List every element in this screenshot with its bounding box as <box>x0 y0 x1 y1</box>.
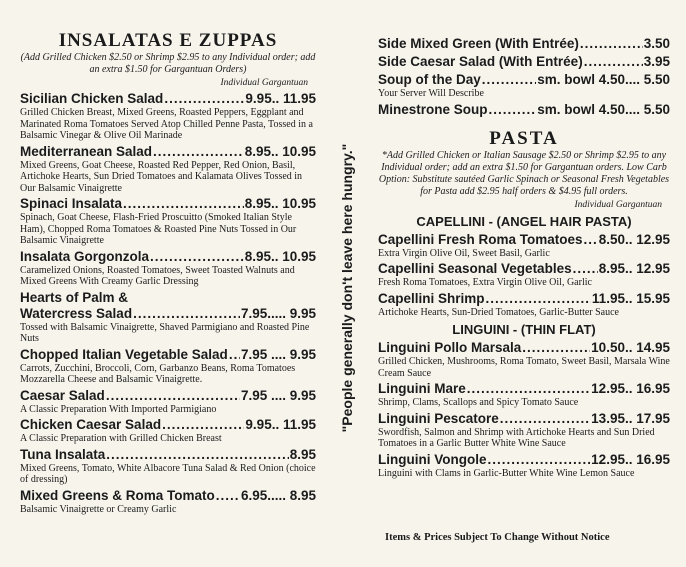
menu-item-name: Linguini Pollo Marsala <box>378 340 522 355</box>
capellini-heading: CAPELLINI - (ANGEL HAIR PASTA) <box>416 213 632 229</box>
menu-item-name: Mixed Greens & Roma Tomato <box>20 487 215 503</box>
menu-item <box>20 290 316 345</box>
menu-item-price: 7.95 .... 9.95 <box>240 346 316 362</box>
leader-dots <box>573 261 598 277</box>
insalatas-note: (Add Grilled Chicken $2.50 or Shrimp $2.95 to any Individual order; add an extra $1.50 for Gargantuan Orders) <box>20 52 316 75</box>
menu-item-price: 12.95.. 16.95 <box>591 381 670 396</box>
menu-item-price: 8.50.. 12.95 <box>598 231 670 247</box>
left-column <box>20 0 316 517</box>
menu-item-name: Spinaci Insalata <box>20 196 123 211</box>
pasta-size-labels: Individual Gargantuan <box>574 199 662 210</box>
menu-item-name: Capellini Shrimp <box>378 290 485 306</box>
menu-item-description: Extra Virgin Olive Oil, Sweet Basil, Garlic <box>378 247 550 259</box>
linguini-heading: LINGUINI - (THIN FLAT) <box>452 322 596 337</box>
menu-item-description: A Classic Preparation With Imported Parmigiano <box>20 403 217 415</box>
menu-item <box>378 381 670 409</box>
menu-item-name: Soup of the Day <box>378 72 481 87</box>
menu-item <box>378 452 670 480</box>
menu-item-price: 13.95.. 17.95 <box>591 410 670 426</box>
leader-dots <box>580 36 643 52</box>
menu-item <box>378 291 670 319</box>
sides-list <box>378 36 670 118</box>
menu-item-name: Capellini Fresh Roma Tomatoes <box>378 231 583 247</box>
menu-item-name: Side Mixed Green (With Entrée) <box>378 36 579 51</box>
menu-item <box>378 102 670 118</box>
menu-item-name: Linguini Mare <box>378 381 466 396</box>
leader-dots <box>133 306 240 322</box>
capellini-list <box>378 232 670 319</box>
menu-item <box>20 249 316 288</box>
leader-dots <box>164 91 244 107</box>
menu-item-name: Linguini Pescatore <box>378 410 499 426</box>
menu-item-description: Grilled Chicken Breast, Mixed Greens, Roasted Peppers, Eggplant and Marinated Roma Tomatoes Served Atop Chilled Penne Pasta, Tossed in a Balsamic Vinegar & Olive Oil Marinade <box>20 107 313 141</box>
menu-item-price: 12.95.. 16.95 <box>591 451 670 467</box>
leader-dots <box>467 381 590 397</box>
linguini-list <box>378 340 670 479</box>
menu-item-price: sm. bowl 4.50.... 5.50 <box>537 101 670 117</box>
menu-item-name: Caesar Salad <box>20 387 105 403</box>
menu-item-name: Tuna Insalata <box>20 446 106 462</box>
pasta-note: *Add Grilled Chicken or Italian Sausage $2.50 or Shrimp $2.95 to any Individual order; add an extra $1.50 for Gargantuan orders. Low Carb Option: Substitute sautéed Garlic Spinach or Seasonal Fresh Vegetables for Pasta add $2.95 half orders & $4.95 full orders. <box>378 149 670 197</box>
right-column <box>378 36 670 481</box>
menu-item-price: 8.95 <box>289 446 316 462</box>
menu-item-price: 9.95.. 11.95 <box>245 417 316 432</box>
menu-item <box>378 54 670 70</box>
section-heading-insalatas: INSALATAS E ZUPPAS <box>58 30 278 51</box>
menu-item <box>20 488 316 516</box>
size-labels: Individual Gargantuan <box>220 78 308 88</box>
menu-item-price: 8.95.. 10.95 <box>244 248 316 264</box>
menu-item-description: Linguini with Clams in Garlic-Butter White Wine Lemon Sauce <box>378 467 635 479</box>
menu-item-name: Sicilian Chicken Salad <box>20 91 164 106</box>
leader-dots <box>153 144 244 160</box>
menu-item-description: Artichoke Hearts, Sun-Dried Tomatoes, Garlic-Butter Sauce <box>378 306 619 318</box>
menu-item <box>378 411 670 450</box>
menu-item-description: Mixed Greens, Goat Cheese, Roasted Red Pepper, Red Onion, Basil, Artichoke Hearts, Sun Dried Tomatoes and Kalamata Olives Tossed in Our Balsamic Vinaigrette <box>20 159 303 194</box>
menu-item-description: Carrots, Zucchini, Broccoli, Corn, Garbanzo Beans, Roma Tomatoes Mozzarella Cheese and Balsamic Vinaigrette. <box>20 362 296 385</box>
insalatas-list <box>20 91 316 515</box>
menu-item-name-line1: Hearts of Palm & <box>20 289 129 305</box>
menu-item <box>378 340 670 379</box>
leader-dots <box>487 452 590 468</box>
menu-item-price: 8.95.. 10.95 <box>244 143 316 159</box>
leader-dots <box>489 102 537 118</box>
menu-item <box>20 417 316 445</box>
menu-item-description: A Classic Preparation with Grilled Chicken Breast <box>20 433 222 444</box>
menu-item-name: Chopped Italian Vegetable Salad <box>20 346 228 362</box>
tagline-text: "People generally don't leave here hungry." <box>339 143 355 433</box>
menu-item-price: 3.50 <box>643 36 670 51</box>
menu-item <box>378 72 670 100</box>
menu-item-price: 8.95.. 10.95 <box>244 196 316 211</box>
leader-dots <box>162 417 244 433</box>
menu-item-description: Fresh Roma Tomatoes, Extra Virgin Olive Oil, Garlic <box>378 277 592 288</box>
menu-item-price: sm. bowl 4.50.... 5.50 <box>537 72 670 87</box>
menu-item-price: 11.95.. 15.95 <box>591 290 670 306</box>
menu-item-name: Mediterranean Salad <box>20 143 153 159</box>
leader-dots <box>106 388 240 404</box>
leader-dots <box>584 232 598 248</box>
menu-item-name: Chicken Caesar Salad <box>20 417 162 432</box>
menu-item <box>378 36 670 52</box>
menu-item <box>20 388 316 416</box>
menu-item-description: Grilled Chicken, Mushrooms, Roma Tomato, Sweet Basil, Marsala Wine Cream Sauce <box>378 356 670 379</box>
menu-item-price: 3.95 <box>643 54 670 69</box>
menu-item-price: 9.95.. 11.95 <box>245 91 316 106</box>
leader-dots <box>522 340 590 356</box>
menu-item-price: 7.95 .... 9.95 <box>240 387 316 403</box>
leader-dots <box>150 249 244 265</box>
menu-item-description: Your Server Will Describe <box>378 88 484 99</box>
menu-item <box>378 232 670 260</box>
menu-item-description: Spinach, Goat Cheese, Flash-Fried Proscuitto (Smoked Italian Style Ham), Chopped Roma Tomatoes & Roasted Pine Nuts Tossed in Our Balsamic Vinaigrette <box>20 212 297 246</box>
leader-dots <box>216 488 240 504</box>
section-heading-pasta: PASTA <box>489 127 559 149</box>
menu-item-price: 6.95..... 8.95 <box>240 487 316 503</box>
menu-item-description: Tossed with Balsamic Vinaigrette, Shaved Parmigiano and Roasted Pine Nuts <box>20 321 310 344</box>
menu-item-name: Insalata Gorgonzola <box>20 248 150 264</box>
leader-dots <box>584 54 643 70</box>
menu-item <box>20 196 316 247</box>
menu-item-price: 8.95.. 12.95 <box>598 261 670 276</box>
menu-item-description: Balsamic Vinaigrette or Creamy Garlic <box>20 503 177 515</box>
menu-item <box>20 347 316 386</box>
leader-dots <box>486 291 591 307</box>
menu-item <box>20 144 316 195</box>
footer-notice: Items & Prices Subject To Change Without Notice <box>385 532 610 543</box>
menu-item <box>378 261 670 289</box>
menu-item-price: 7.95..... 9.95 <box>240 305 316 321</box>
menu-item-name: Side Caesar Salad (With Entrée) <box>378 54 583 69</box>
menu-item <box>20 91 316 142</box>
menu-item-name: Watercress Salad <box>20 305 133 321</box>
leader-dots <box>229 347 240 363</box>
leader-dots <box>106 447 288 463</box>
menu-item-name: Linguini Vongole <box>378 451 487 467</box>
leader-dots <box>482 72 536 88</box>
menu-item-name: Capellini Seasonal Vegetables <box>378 261 572 276</box>
menu-item-description: Mixed Greens, Tomato, White Albacore Tuna Salad & Red Onion (choice of dressing) <box>20 462 316 485</box>
menu-item <box>20 447 316 486</box>
menu-item-description: Caramelized Onions, Roasted Tomatoes, Sweet Toasted Walnuts and Mixed Greens With Creamy Garlic Dressing <box>20 264 295 287</box>
menu-item-description: Swordfish, Salmon and Shrimp with Artichoke Hearts and Sun Dried Tomatoes in a Garlic Butter White Wine Sauce <box>378 426 655 449</box>
leader-dots <box>500 411 590 427</box>
menu-item-price: 10.50.. 14.95 <box>591 340 670 355</box>
menu-item-name: Minestrone Soup <box>378 101 488 117</box>
tagline <box>329 108 365 468</box>
leader-dots <box>123 196 244 212</box>
menu-item-description: Shrimp, Clams, Scallops and Spicy Tomato Sauce <box>378 397 579 408</box>
